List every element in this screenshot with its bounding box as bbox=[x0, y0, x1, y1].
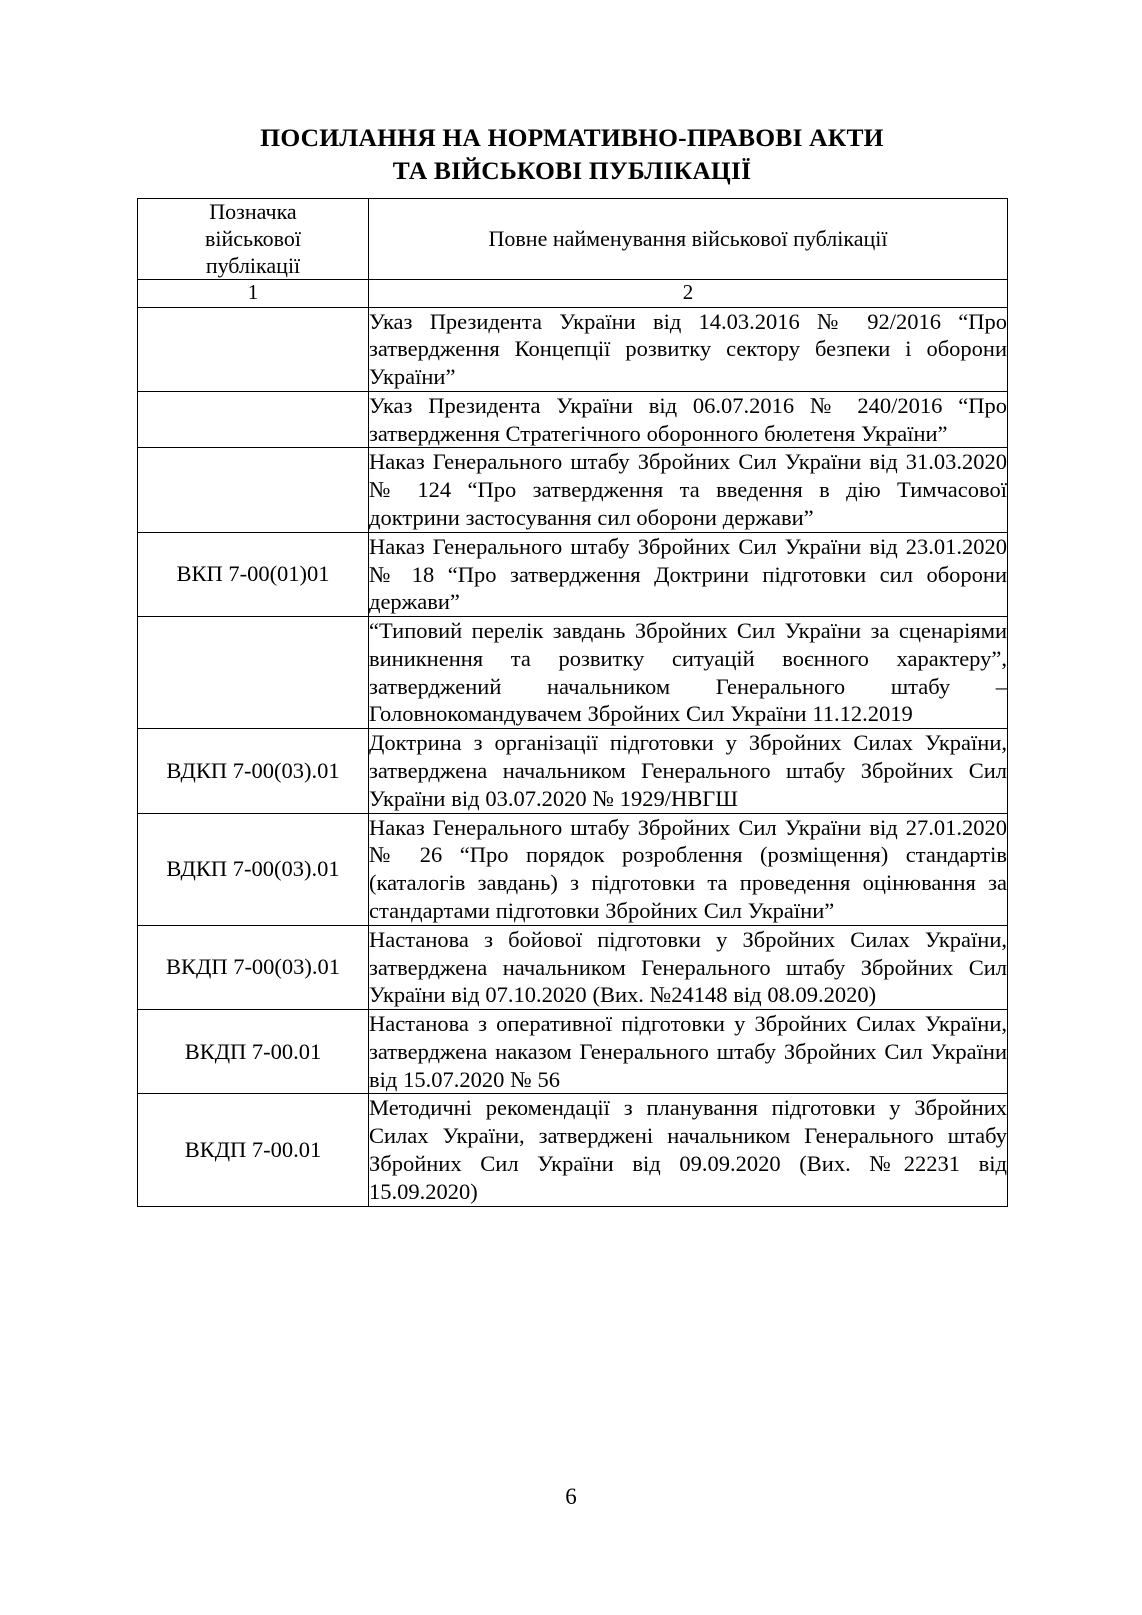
table-row bbox=[138, 617, 1008, 729]
page-title-line-2: ТА ВІЙСЬКОВІ ПУБЛІКАЦІЇ bbox=[392, 155, 752, 185]
publication-name: Настанова з оперативної підготовки у Збройних Силах України, затверджена наказом Генерального штабу Збройних Сил України від 15.07.2020 № 56 bbox=[369, 1010, 1008, 1094]
page-title bbox=[137, 122, 1007, 187]
column-number-1: 1 bbox=[138, 280, 369, 307]
publication-name: Наказ Генерального штабу Збройних Сил України від 23.01.2020 № 18 “Про затвердження Доктрини підготовки сил оборони держави” bbox=[369, 532, 1008, 616]
publication-code: ВКДП 7-00.01 bbox=[138, 1094, 369, 1206]
column-number-2: 2 bbox=[369, 280, 1008, 307]
column-header-line-1: Позначка bbox=[209, 199, 297, 224]
table-row bbox=[138, 307, 1008, 391]
table-row bbox=[138, 1094, 1008, 1206]
column-header-line-3: публікації bbox=[205, 252, 301, 278]
publication-code bbox=[138, 391, 369, 448]
publication-name: Указ Президента України від 06.07.2016 № 240/2016 “Про затвердження Стратегічного оборонного бюлетеня України” bbox=[369, 391, 1008, 448]
page-number: 6 bbox=[565, 1484, 577, 1509]
publication-name: Доктрина з організації підготовки у Збройних Силах України, затверджена начальником Генерального штабу Збройних Сил України від 03.07.2020 № 1929/НВГШ bbox=[369, 729, 1008, 813]
publication-code: ВКДП 7-00(03).01 bbox=[138, 925, 369, 1009]
table-header-row bbox=[138, 199, 1008, 280]
publication-code: ВДКП 7-00(03).01 bbox=[138, 729, 369, 813]
references-table bbox=[137, 198, 1008, 1207]
column-header-line-2: військової bbox=[205, 225, 301, 251]
publication-code bbox=[138, 617, 369, 729]
table-body bbox=[138, 307, 1008, 1206]
table-row bbox=[138, 813, 1008, 925]
column-header-publication-name: Повне найменування військової публікації bbox=[369, 199, 1008, 280]
table-header bbox=[138, 199, 1008, 308]
publication-code: ВДКП 7-00(03).01 bbox=[138, 813, 369, 925]
publication-code: ВКП 7-00(01)01 bbox=[138, 532, 369, 616]
publication-code bbox=[138, 448, 369, 532]
page-title-line-1: ПОСИЛАННЯ НА НОРМАТИВНО-ПРАВОВІ АКТИ bbox=[260, 123, 884, 152]
table-row bbox=[138, 729, 1008, 813]
table-row bbox=[138, 1010, 1008, 1094]
publication-code bbox=[138, 307, 369, 391]
table-row bbox=[138, 448, 1008, 532]
publication-code: ВКДП 7-00.01 bbox=[138, 1010, 369, 1094]
publication-name: Наказ Генерального штабу Збройних Сил України від 27.01.2020 № 26 “Про порядок розроблення (розміщення) стандартів (каталогів завдань) з підготовки та проведення оцінювання за стандартами підготовки Збройних Сил України” bbox=[369, 813, 1008, 925]
table-row bbox=[138, 391, 1008, 448]
publication-name: “Типовий перелік завдань Збройних Сил України за сценаріями виникнення та розвитку ситуацій воєнного характеру”, затверджений начальником Генерального штабу – Головнокомандувачем Збройних Сил України 11.12.2019 bbox=[369, 617, 1008, 729]
column-header-publication-code bbox=[138, 199, 369, 280]
publication-name: Наказ Генерального штабу Збройних Сил України від 31.03.2020 № 124 “Про затвердження та введення в дію Тимчасової доктрини застосування сил оборони держави” bbox=[369, 448, 1008, 532]
column-number-row bbox=[138, 280, 1008, 307]
table-row bbox=[138, 532, 1008, 616]
table-row bbox=[138, 925, 1008, 1009]
publication-name: Настанова з бойової підготовки у Збройних Силах України, затверджена начальником Генерального штабу Збройних Сил України від 07.10.2020 (Вих. №24148 від 08.09.2020) bbox=[369, 925, 1008, 1009]
publication-name: Методичні рекомендації з планування підготовки у Збройних Силах України, затверджені начальником Генерального штабу Збройних Сил України від 09.09.2020 (Вих. №22231 від 15.09.2020) bbox=[369, 1094, 1008, 1206]
publication-name: Указ Президента України від 14.03.2016 № 92/2016 “Про затвердження Концепції розвитку сектору безпеки і оборони України” bbox=[369, 307, 1008, 391]
